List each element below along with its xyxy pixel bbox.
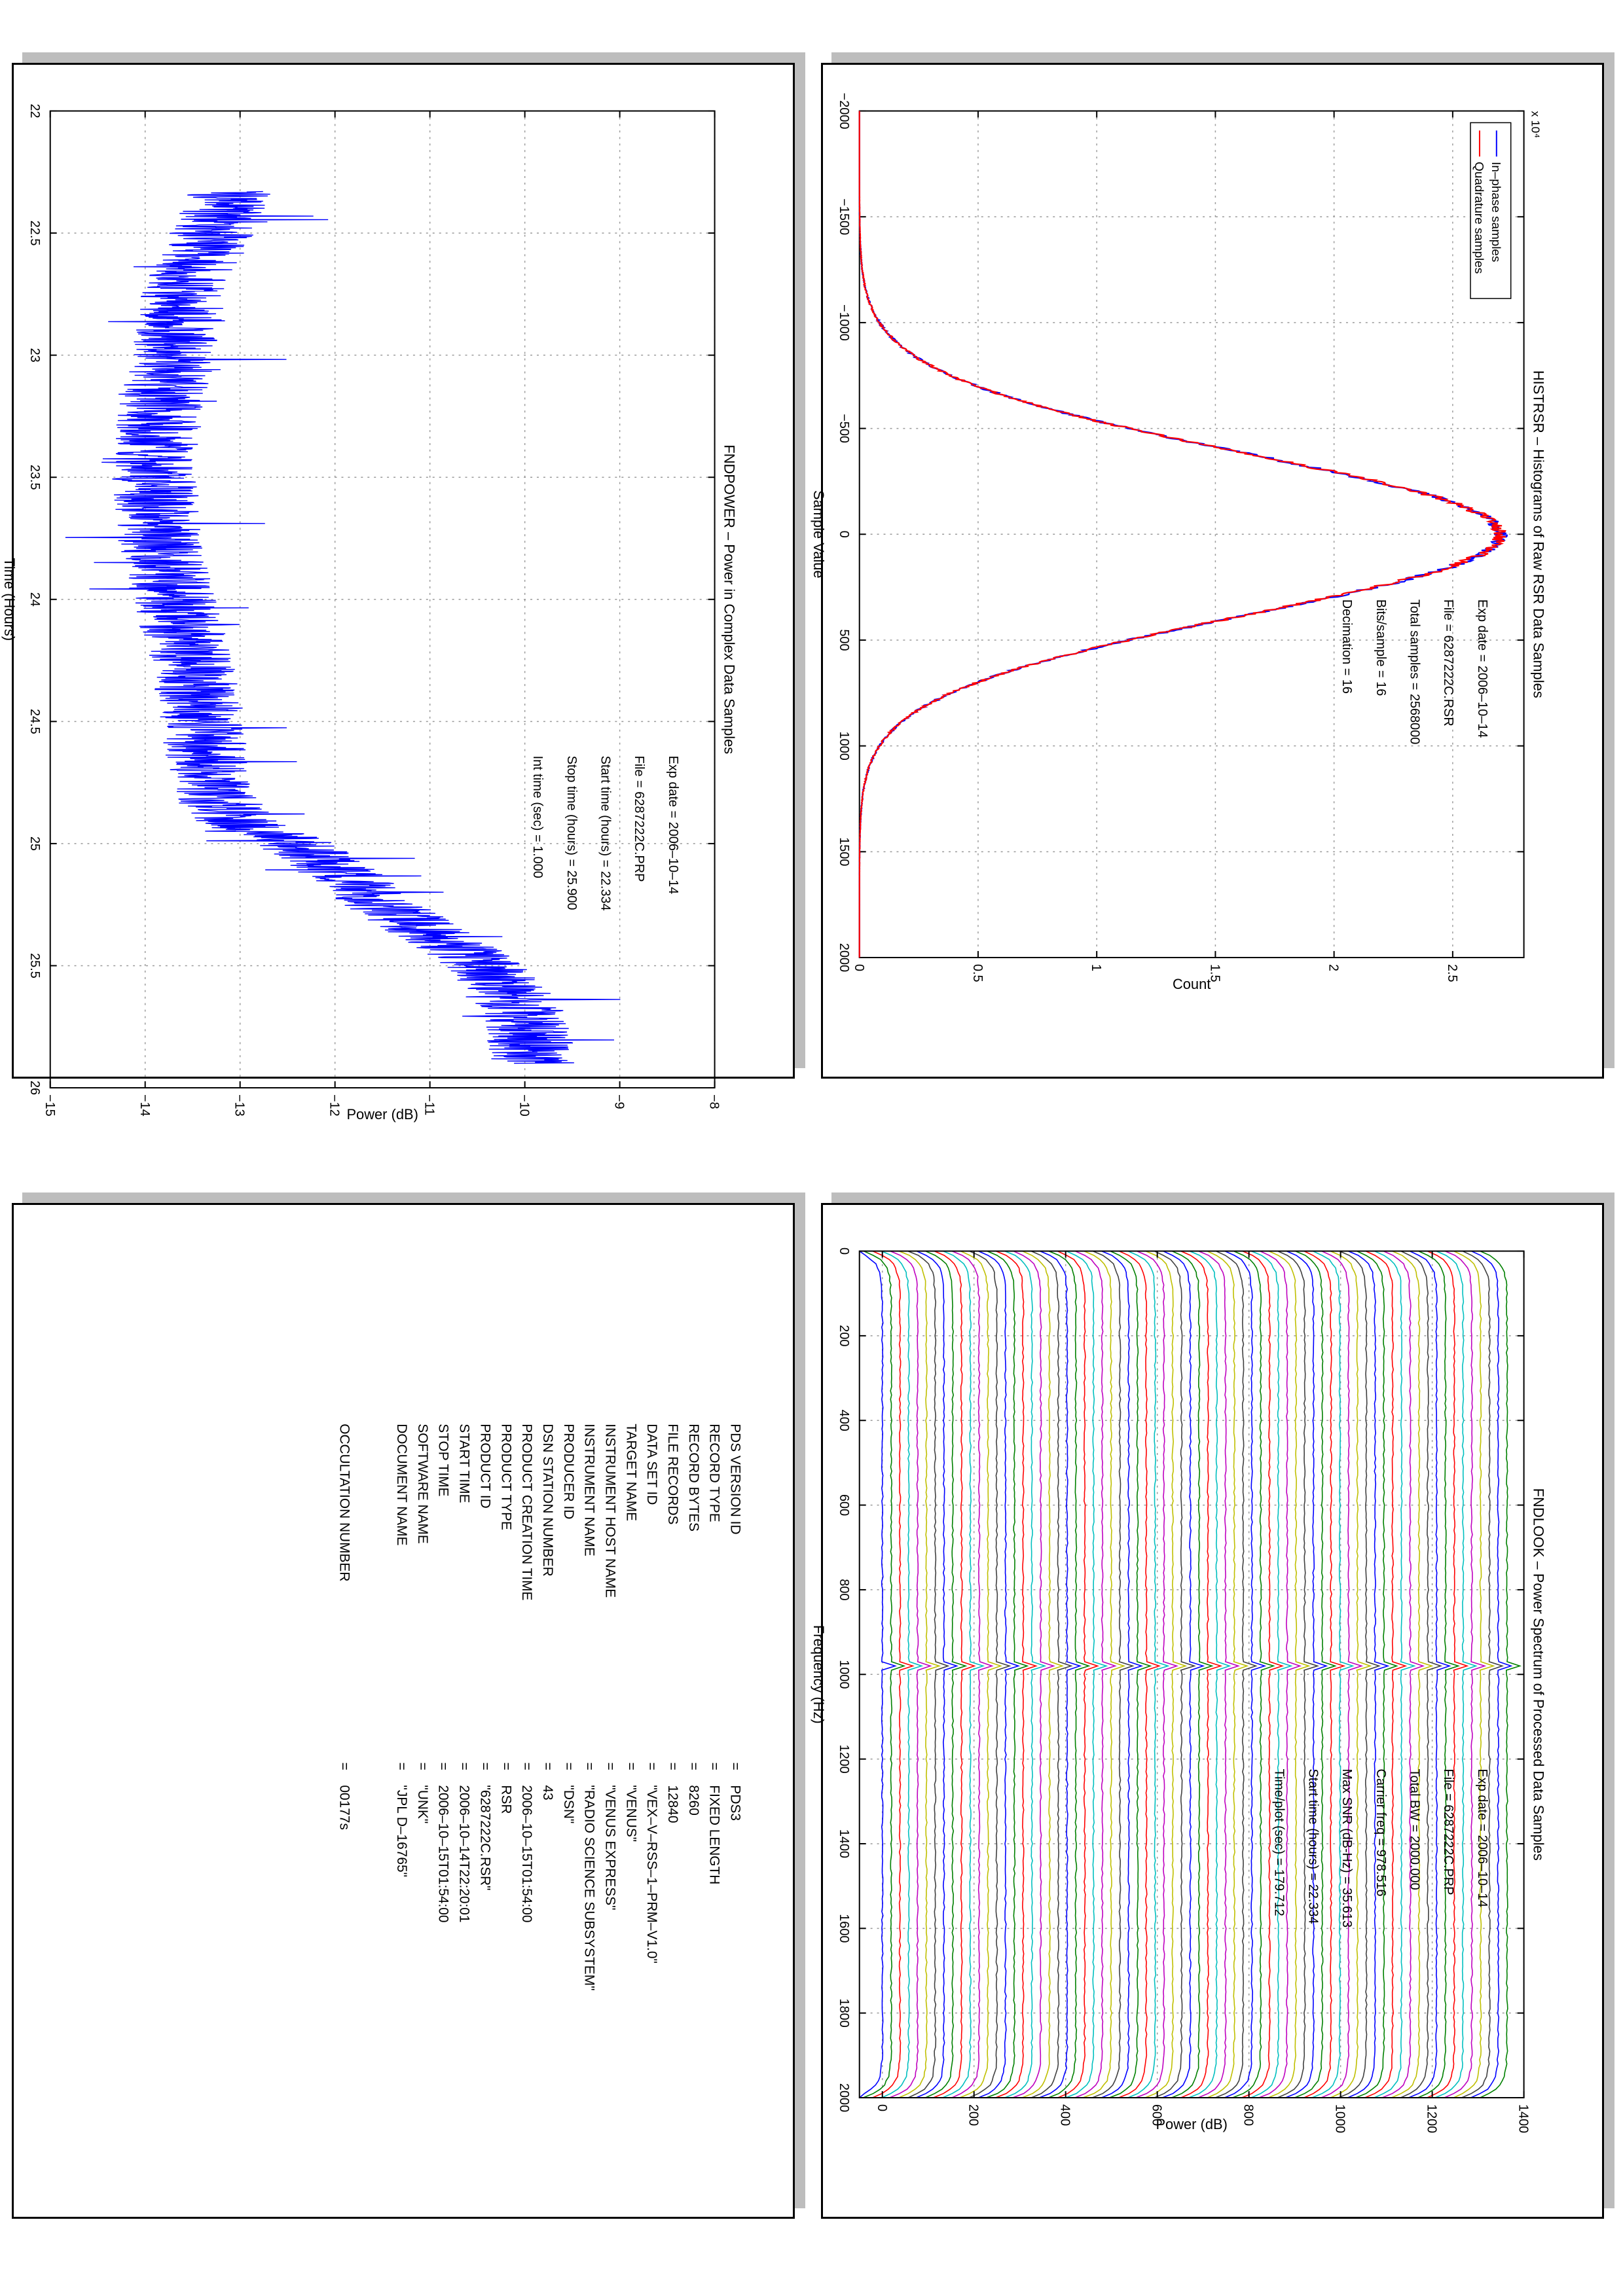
fndpower-ytick-label: −10 [517, 1094, 532, 1117]
label-key: SOFTWARE NAME [414, 1424, 430, 1544]
fndlook-trace [1427, 1251, 1467, 2098]
fndpower-series-line [65, 192, 621, 1064]
label-key: DOCUMENT NAME [394, 1424, 410, 1546]
fndlook-trace [1128, 1251, 1168, 2098]
fndlook-info-label: Time/plot (sec) = [1271, 1768, 1286, 1869]
histrsr-xtick-label: 1500 [836, 837, 851, 867]
fndpower-ytick-label: −11 [422, 1094, 437, 1116]
label-key: START TIME [456, 1424, 472, 1503]
label-eq: = [456, 1762, 472, 1770]
fndlook-trace [1233, 1251, 1273, 2098]
fndlook-info-row [1374, 1769, 1388, 1897]
histrsr-info-value: 16 [1339, 679, 1354, 694]
histrsr-info-row [1407, 600, 1421, 745]
label-value: 43 [539, 1785, 555, 1801]
histrsr-legend-label: In–phase samples [1488, 162, 1503, 262]
label-value: 00177s [337, 1785, 352, 1830]
label-value: "VEX–V–RSS–1–PRM–V1.0" [644, 1785, 660, 1964]
fndlook-xtick-label: 1400 [836, 1829, 851, 1859]
fndlook-info-label: Start time (hours) = [1305, 1768, 1321, 1884]
fndlook-trace [1330, 1251, 1370, 2098]
fndlook-ytick-label: 800 [1241, 2104, 1256, 2126]
label-eq: = [498, 1762, 514, 1770]
label-table [14, 1205, 793, 2217]
label-key: RECORD TYPE [706, 1424, 722, 1522]
fndlook-xtick-label: 1800 [836, 1998, 851, 2028]
fndlook-info-label: Max SNR (dB-Hz) = [1339, 1768, 1354, 1888]
histrsr-info [1340, 600, 1489, 745]
label-key: INSTRUMENT HOST NAME [602, 1424, 618, 1598]
fndlook-info-value: 6287222C.PRP [1441, 1804, 1456, 1895]
label-value: 2006–10–15T01:54:00 [435, 1785, 451, 1923]
histrsr-ytick-label: 2 [1326, 963, 1341, 972]
fndlook-xtick-label: 800 [836, 1579, 851, 1601]
fndlook-panel [811, 1203, 1604, 2219]
fndpower-info-value: 2006–10–14 [665, 821, 680, 895]
fndpower-xlabel: Time (Hours) [1, 558, 18, 641]
fndlook-trace [1154, 1251, 1194, 2098]
fndpower-info-row [530, 756, 545, 878]
label-value: "6287222C.RSR" [477, 1785, 493, 1891]
fndlook-xtick-label: 400 [836, 1409, 851, 1431]
histrsr-xtick-label: 500 [836, 629, 851, 651]
fndlook-chart [811, 1205, 1602, 2217]
histrsr-xtick-label: −1500 [836, 198, 851, 236]
fndpower-xtick-label: 26 [27, 1080, 42, 1096]
label-eq: = [727, 1762, 743, 1770]
fndlook-info-value: 978.516 [1373, 1849, 1388, 1897]
fndlook-trace [881, 1251, 921, 2098]
fndpower-info [530, 756, 680, 911]
label-key: RECORD BYTES [685, 1424, 701, 1532]
label-key: DSN STATION NUMBER [539, 1424, 555, 1577]
label-value: 12840 [665, 1785, 680, 1823]
histrsr-multiplier: x 10⁴ [1529, 111, 1542, 139]
fndlook-xtick-label: 0 [836, 1247, 851, 1255]
fndlook-trace [1259, 1251, 1300, 2098]
label-eq: = [602, 1762, 618, 1770]
fndlook-ytick-label: 400 [1057, 2104, 1072, 2126]
fndpower-info-label: File = [632, 755, 647, 792]
label-value: 2006–10–15T01:54:00 [519, 1785, 535, 1923]
histrsr-ytick-label: 1 [1089, 963, 1104, 972]
fndpower-info-value: 22.334 [598, 870, 613, 911]
fndlook-trace [1251, 1251, 1291, 2098]
fndlook-xtick-label: 200 [836, 1325, 851, 1347]
histrsr-info-row [1441, 600, 1455, 726]
label-value: "UNK" [414, 1785, 430, 1824]
label-value: "DSN" [560, 1785, 576, 1824]
fndlook-info-row [1441, 1769, 1455, 1895]
fndlook-info-row [1475, 1769, 1489, 1908]
histrsr-xtick-label: 2000 [836, 942, 851, 973]
histrsr-xtick-label: −1000 [836, 304, 851, 341]
label-key: PRODUCT CREATION TIME [519, 1424, 535, 1601]
label-value: PDS3 [727, 1785, 743, 1821]
label-key: FILE RECORDS [665, 1424, 680, 1525]
histrsr-info-label: Total samples = [1407, 599, 1422, 694]
fndpower-info-value: 1.000 [530, 846, 545, 878]
fndlook-info-value: 22.334 [1305, 1884, 1321, 1924]
label-value: "VENUS EXPRESS" [602, 1785, 618, 1910]
histrsr-info-value: 2568000 [1407, 693, 1422, 745]
fndpower-info-label: Int time (sec) = [530, 755, 545, 846]
fndlook-trace [1207, 1251, 1247, 2098]
fndpower-xtick-label: 22 [27, 103, 42, 118]
fndlook-trace [1083, 1251, 1124, 2098]
label-value: 2006–10–14T22:20:01 [456, 1785, 472, 1923]
fndlook-xtick-label: 600 [836, 1494, 851, 1516]
fndlook-title: FNDLOOK – Power Spectrum of Processed Data Samples [1530, 1488, 1547, 1861]
histrsr-info-row [1475, 600, 1489, 738]
label-value: RSR [498, 1785, 514, 1814]
label-eq: = [685, 1762, 701, 1770]
fndpower-xtick-label: 25.5 [27, 953, 42, 978]
label-eq: = [435, 1762, 451, 1770]
fndpower-info-value: 25.900 [564, 870, 579, 910]
fndlook-trace [908, 1251, 948, 2098]
fndlook-ytick-label: 1000 [1332, 2104, 1347, 2134]
fndpower-info-row [666, 756, 680, 895]
fndlook-ytick-label: 200 [966, 2104, 981, 2126]
label-eq: = [519, 1762, 535, 1770]
fndlook-ylabel: Power (dB) [1156, 2115, 1228, 2132]
fndlook-trace [1075, 1251, 1115, 2098]
histrsr-xtick-label: −500 [836, 414, 851, 443]
label-eq: = [581, 1762, 597, 1770]
fndpower-info-value: 6287222C.PRP [632, 791, 647, 882]
fndlook-trace [1453, 1251, 1493, 2098]
label-eq: = [644, 1762, 660, 1770]
fndpower-xtick-label: 22.5 [27, 220, 42, 246]
histrsr-xtick-label: 1000 [836, 731, 851, 761]
label-key: OCCULTATION NUMBER [337, 1424, 352, 1582]
fndlook-trace [926, 1251, 966, 2098]
fndlook-trace [952, 1251, 992, 2098]
fndlook-info-row [1272, 1769, 1286, 1916]
histrsr-xtick-label: 0 [836, 530, 851, 538]
histrsr-legend [1470, 122, 1511, 298]
fndlook-xtick-label: 1000 [836, 1660, 851, 1689]
fndlook-info-value: 2000.000 [1407, 1835, 1422, 1890]
fndpower-ytick-label: −14 [137, 1094, 152, 1117]
fndpower-info-label: Stop time (hours) = [564, 755, 579, 870]
fndlook-trace [1181, 1251, 1221, 2098]
label-key: PRODUCT TYPE [498, 1424, 514, 1530]
label-value: 8260 [685, 1785, 701, 1816]
histrsr-ytick-label: 0.5 [970, 963, 985, 982]
histrsr-info-label: Bits/sample = [1373, 599, 1388, 682]
fndpower-info-row [598, 756, 612, 911]
label-eq: = [706, 1762, 722, 1770]
histrsr-ytick-label: 2.5 [1444, 963, 1459, 982]
label-eq: = [665, 1762, 680, 1770]
fndlook-info-label: Exp date = [1474, 1768, 1489, 1835]
fndpower-ytick-label: −15 [42, 1094, 57, 1117]
fndlook-info-value: 2006–10–14 [1474, 1835, 1489, 1908]
fndpower-ylabel: Power (dB) [346, 1105, 418, 1122]
fndpower-chart [1, 65, 793, 1122]
label-eq: = [560, 1762, 576, 1770]
fndpower-xtick-label: 23.5 [27, 464, 42, 490]
label-value: FIXED LENGTH [706, 1785, 722, 1885]
histrsr-legend-label: Quadrature samples [1471, 162, 1486, 274]
fndlook-info-row [1305, 1769, 1320, 1924]
fndlook-trace [1057, 1251, 1097, 2098]
fndlook-info-label: Carrier freq = [1373, 1768, 1388, 1850]
histrsr-info-value: 6287222C.RSR [1441, 635, 1456, 726]
histrsr-info-label: Exp date = [1474, 599, 1489, 666]
fndlook-xlabel: Frequency (Hz) [811, 1624, 828, 1724]
fndlook-trace [1480, 1251, 1520, 2098]
histrsr-xlabel: Sample Value [811, 490, 828, 579]
histrsr-ytick-label: 0 [851, 963, 866, 972]
fndlook-trace [1400, 1251, 1440, 2098]
label-key: PRODUCT ID [477, 1424, 493, 1509]
label-key: DATA SET ID [644, 1424, 660, 1505]
fndlook-trace [1277, 1251, 1317, 2098]
fndlook-trace [934, 1251, 975, 2098]
histrsr-info-row [1340, 600, 1354, 694]
fndlook-info-label: Total BW = [1407, 1768, 1422, 1836]
fndlook-xtick-label: 1600 [836, 1914, 851, 1943]
histrsr-title: HISTRSR – Histograms of Raw RSR Data Samples [1530, 370, 1547, 698]
fndpower-title: FNDPOWER – Power in Complex Data Samples [721, 444, 738, 755]
histrsr-ylabel: Count [1172, 975, 1211, 992]
label-eq: = [337, 1762, 352, 1770]
histrsr-info-label: File = [1441, 599, 1456, 636]
fndlook-trace [1031, 1251, 1071, 2098]
histrsr-info-row [1374, 600, 1388, 696]
fndlook-trace [1435, 1251, 1476, 2098]
label-key: INSTRUMENT NAME [581, 1424, 597, 1556]
label-key: PRODUCER ID [560, 1424, 576, 1520]
fndpower-ytick-label: −12 [327, 1094, 342, 1117]
label-panel [12, 1203, 795, 2219]
histrsr-info-value: 2006–10–14 [1474, 665, 1489, 738]
fndpower-info-row [632, 756, 646, 882]
fndlook-trace [1101, 1251, 1141, 2098]
fndpower-xtick-label: 23 [27, 348, 42, 363]
label-key: STOP TIME [435, 1424, 451, 1497]
histrsr-chart [811, 65, 1602, 1077]
fndlook-info-label: File = [1441, 1768, 1456, 1805]
fndpower-info-label: Exp date = [665, 755, 680, 822]
label-eq: = [394, 1762, 410, 1770]
histrsr-xtick-label: −2000 [836, 92, 851, 130]
fndlook-xtick-label: 2000 [836, 2083, 851, 2113]
fndpower-xtick-label: 24 [27, 592, 42, 607]
fndpower-ytick-label: −8 [706, 1094, 721, 1109]
histrsr-ytick-label: 1.5 [1207, 963, 1222, 982]
label-eq: = [414, 1762, 430, 1770]
label-eq: = [477, 1762, 493, 1770]
label-value: "JPL D–16765" [394, 1785, 410, 1877]
label-key: PDS VERSION ID [727, 1424, 743, 1535]
fndpower-xtick-label: 25 [27, 836, 42, 851]
label-key: TARGET NAME [623, 1424, 639, 1522]
fndlook-ytick-label: 600 [1149, 2104, 1164, 2126]
fndlook-trace [1409, 1251, 1450, 2098]
fndpower-ytick-label: −13 [232, 1094, 247, 1117]
histrsr-info-label: Decimation = [1339, 599, 1354, 679]
fndlook-info-row [1407, 1769, 1421, 1890]
fndpower-ytick-label: −9 [611, 1094, 627, 1109]
fndlook-ytick-label: 0 [874, 2104, 889, 2112]
label-value: "RADIO SCIENCE SUBSYSTEM" [581, 1785, 597, 1991]
fndlook-ytick-label: 1200 [1424, 2104, 1439, 2134]
histrsr-info-value: 16 [1373, 681, 1388, 696]
fndpower-xtick-label: 24.5 [27, 708, 42, 734]
label-eq: = [623, 1762, 639, 1770]
fndlook-trace [1005, 1251, 1045, 2098]
histrsr-panel [811, 63, 1604, 1079]
fndlook-trace [978, 1251, 1018, 2098]
fndlook-info-value: 179.712 [1271, 1869, 1286, 1916]
fndlook-ytick-label: 1400 [1516, 2104, 1531, 2134]
fndlook-trace [1304, 1251, 1344, 2098]
fndlook-info-value: 35.613 [1339, 1888, 1354, 1928]
fndpower-info-row [564, 756, 579, 910]
fndlook-xtick-label: 1200 [836, 1744, 851, 1774]
fndlook-info-row [1340, 1769, 1354, 1928]
fndpower-panel [1, 63, 795, 1122]
label-value: "VENUS" [623, 1785, 639, 1842]
label-eq: = [539, 1762, 555, 1770]
fndpower-info-label: Start time (hours) = [598, 755, 613, 871]
